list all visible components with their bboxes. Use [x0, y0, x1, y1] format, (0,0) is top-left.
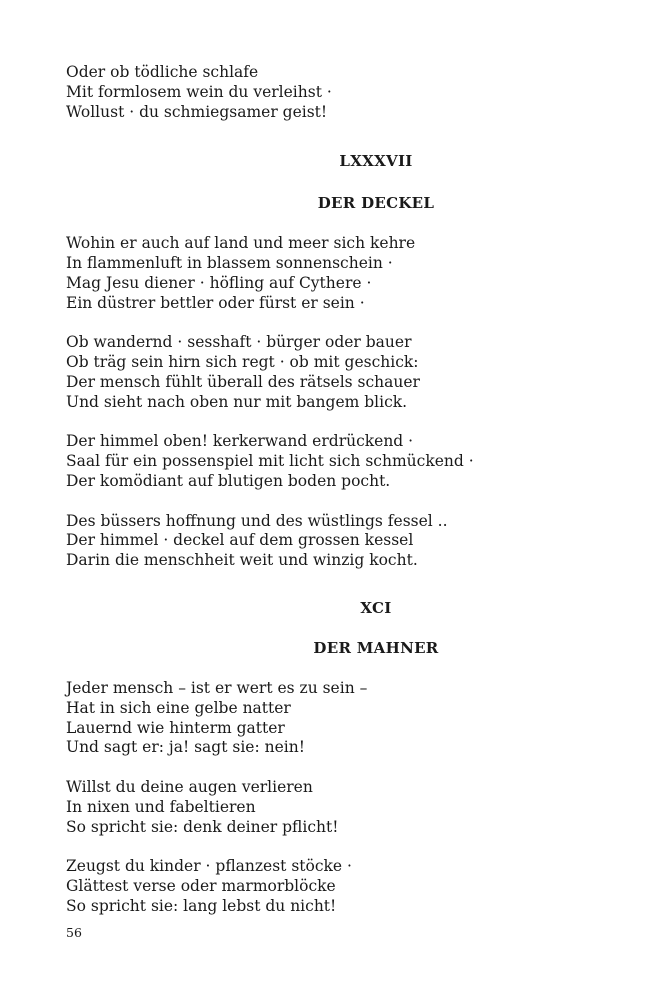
poem-line: Wollust · du schmiegsamer geist! [66, 102, 328, 121]
poem-line: Der himmel · deckel auf dem grossen kessel [66, 531, 414, 550]
poem-line: Ob träg sein hirn sich regt · ob mit geschick: [66, 353, 419, 372]
poem-line: Oder ob tödliche schlafe [66, 63, 259, 81]
poem-number: XCI [360, 598, 392, 617]
poem-stanza [66, 857, 576, 916]
poem-line: Ob wandernd · sesshaft · bürger oder bauer [66, 333, 412, 352]
poem-line: Jeder mensch – ist er wert es zu sein – [66, 678, 368, 697]
poem-line: Hat in sich eine gelbe natter [66, 698, 291, 717]
poem-title: DER DECKEL [317, 194, 435, 213]
poem-line: Des büssers hoffnung und des wüstlings fessel .. [66, 511, 448, 530]
poem-line: In nixen und fabeltieren [66, 797, 256, 816]
poem-line: Mag Jesu diener · höfling auf Cythere · [66, 273, 372, 292]
poem-line: Der himmel oben! kerkerwand erdrückend · [66, 432, 414, 451]
poem-line: Der mensch fühlt überall des rätsels schauer [66, 372, 420, 391]
opening-stanza [66, 63, 576, 122]
poem-stanza [66, 679, 576, 758]
poem-line: Ein düstrer bettler oder fürst er sein · [66, 293, 365, 312]
page-number: 56 [66, 925, 82, 940]
poem-line: Der komödiant auf blutigen boden pocht. [66, 471, 391, 490]
page-body [66, 63, 576, 917]
poem-line: So spricht sie: lang lebst du nicht! [66, 896, 337, 915]
poem-line: Glättest verse oder marmorblöcke [66, 876, 336, 895]
poem-stanza [66, 432, 576, 491]
poem-line: Lauernd wie hinterm gatter [66, 718, 285, 737]
poem-number: LXXXVII [339, 152, 413, 171]
poem-line: Darin die menschheit weit und winzig kocht. [66, 551, 418, 570]
poem-stanza [66, 778, 576, 837]
poem-stanza [66, 512, 576, 571]
poem-stanza [66, 333, 576, 412]
poem-line: Zeugst du kinder · pflanzest stöcke · [66, 857, 352, 876]
poem-title: DER MAHNER [313, 638, 439, 657]
poem-line: Und sieht nach oben nur mit bangem blick. [66, 392, 408, 411]
poem-line: In flammenluft in blassem sonnenschein · [66, 254, 393, 273]
poem-line: Mit formlosem wein du verleihst · [66, 82, 332, 101]
poem-line: Willst du deine augen verlieren [66, 777, 313, 796]
poem-line: So spricht sie: denk deiner pflicht! [66, 817, 339, 836]
poem-stanza [66, 234, 576, 313]
poem-line: Wohin er auch auf land und meer sich kehre [66, 234, 416, 253]
poem-line: Und sagt er: ja! sagt sie: nein! [66, 738, 305, 757]
poem-line: Saal für ein possenspiel mit licht sich schmückend · [66, 452, 474, 471]
